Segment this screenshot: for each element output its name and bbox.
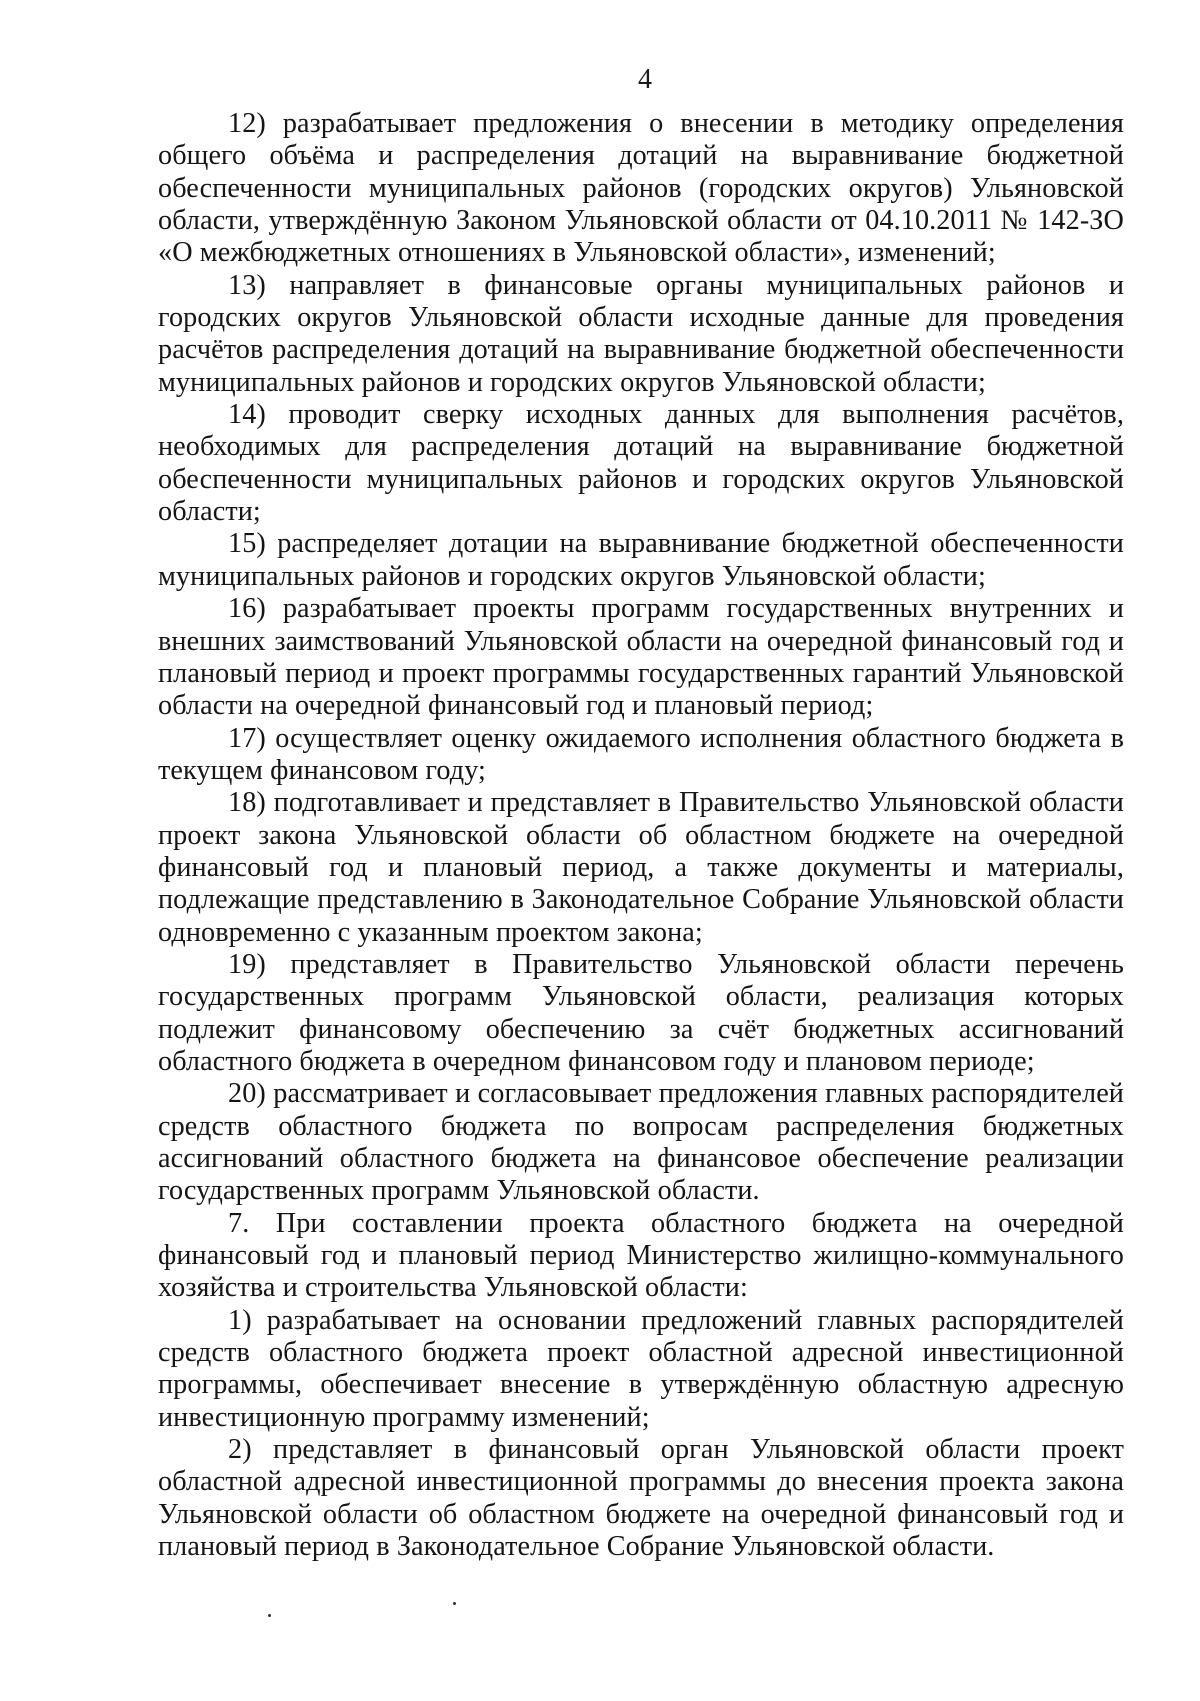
scan-speck bbox=[453, 1602, 456, 1605]
paragraph-item-20: 20) рассматривает и согласовывает предложения главных распорядителей средств областного бюджета по вопросам распределения бюджетных ассигнований областного бюджета на финансовое обеспечение реализации государственных программ Ульяновской области. bbox=[158, 1078, 1124, 1207]
paragraph-item-12: 12) разрабатывает предложения о внесении в методику определения общего объёма и распределения дотаций на выравнивание бюджетной обеспеченности муниципальных районов (городских округов) Ульяновской области, утверждённую Законом Ульяновской области от 04.10.2011 № 142-ЗО «О межбюджетных отношениях в Ульяновской области», изменений; bbox=[158, 108, 1124, 269]
paragraph-subitem-1: 1) разрабатывает на основании предложений главных распорядителей средств областного бюджета проект областной адресной инвестиционной программы, обеспечивает внесение в утверждённую областную адресную инвестиционную программу изменений; bbox=[158, 1304, 1124, 1433]
paragraph-item-17: 17) осуществляет оценку ожидаемого исполнения областного бюджета в текущем финансовом году; bbox=[158, 722, 1124, 786]
paragraph-item-14: 14) проводит сверку исходных данных для выполнения расчётов, необходимых для распределения дотаций на выравнивание бюджетной обеспеченности муниципальных районов и городских округов Ульяновской области; bbox=[158, 399, 1124, 528]
paragraph-item-15: 15) распределяет дотации на выравнивание бюджетной обеспеченности муниципальных районов и городских округов Ульяновской области; bbox=[158, 528, 1124, 592]
scan-speck bbox=[268, 1614, 271, 1617]
document-body bbox=[158, 108, 1124, 1563]
paragraph-item-19: 19) представляет в Правительство Ульяновской области перечень государственных программ Ульяновской области, реализация которых подлежит финансовому обеспечению за счёт бюджетных ассигнований областного бюджета в очередном финансовом году и плановом периоде; bbox=[158, 948, 1124, 1077]
paragraph-item-16: 16) разрабатывает проекты программ государственных внутренних и внешних заимствований Ульяновской области на очередной финансовый год и плановый период и проект программы государственных гарантий Ульяновской области на очередной финансовый год и плановый период; bbox=[158, 593, 1124, 722]
paragraph-item-13: 13) направляет в финансовые органы муниципальных районов и городских округов Ульяновской области исходные данные для проведения расчётов распределения дотаций на выравнивание бюджетной обеспеченности муниципальных районов и городских округов Ульяновской области; bbox=[158, 269, 1124, 398]
page-number: 4 bbox=[638, 64, 652, 95]
paragraph-subitem-2: 2) представляет в финансовый орган Ульяновской области проект областной адресной инвестиционной программы до внесения проекта закона Ульяновской области об областном бюджете на очередной финансовый год и плановый период в Законодательное Собрание Ульяновской области. bbox=[158, 1434, 1124, 1563]
paragraph-section-7: 7. При составлении проекта областного бюджета на очередной финансовый год и плановый период Министерство жилищно-коммунального хозяйства и строительства Ульяновской области: bbox=[158, 1207, 1124, 1304]
paragraph-item-18: 18) подготавливает и представляет в Правительство Ульяновской области проект закона Ульяновской области об областном бюджете на очередной финансовый год и плановый период, а также документы и материалы, подлежащие представлению в Законодательное Собрание Ульяновской области одновременно с указанным проектом закона; bbox=[158, 787, 1124, 948]
